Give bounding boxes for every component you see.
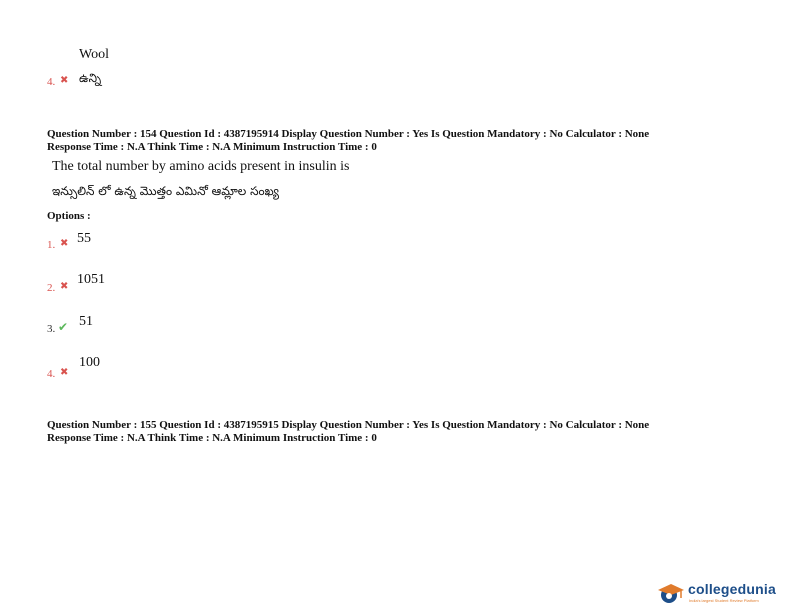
option-4-value: 100 [79,355,100,370]
collegedunia-watermark [656,580,788,606]
question-154-text-english: The total number by amino acids present in insulin is [52,159,350,174]
option-3-number: 3. [47,323,56,335]
options-label: Options : [47,210,91,222]
prev-option-4-telugu: ఉన్ని [79,71,102,85]
option-3-correct-icon: ✔ [58,320,69,334]
graduation-cap-icon [656,582,686,604]
option-1-value: 55 [77,231,91,246]
question-154-meta-line1: Question Number : 154 Question Id : 4387195914 Display Question Number : Yes Is Question Mandatory : No Calculator : None [47,128,650,140]
option-1-number: 1. [47,239,56,251]
option-1-wrong-icon: ✖ [60,238,69,249]
option-2-value: 1051 [77,272,105,287]
option-3-value: 51 [79,314,93,329]
option-2-number: 2. [47,282,56,294]
watermark-name: collegedunia [688,581,776,597]
option-4-wrong-icon: ✖ [60,367,69,378]
option-4-number: 4. [47,368,56,380]
question-155-meta-line2: Response Time : N.A Think Time : N.A Minimum Instruction Time : 0 [47,432,377,444]
option-2-wrong-icon: ✖ [60,281,69,292]
prev-option-4-english: Wool [79,47,109,62]
question-154-text-telugu: ఇన్సులిన్ లో ఉన్న మొత్తం ఎమినో ఆమ్లాల సంఖ్య [52,184,280,198]
question-154-meta-line2: Response Time : N.A Think Time : N.A Minimum Instruction Time : 0 [47,141,377,153]
question-155-meta-line1: Question Number : 155 Question Id : 4387195915 Display Question Number : Yes Is Question Mandatory : No Calculator : None [47,419,650,431]
watermark-tagline: India's largest Student Review Platform [689,598,759,603]
prev-option-4-number: 4. [47,76,56,88]
prev-option-4-wrong-icon: ✖ [60,75,69,86]
